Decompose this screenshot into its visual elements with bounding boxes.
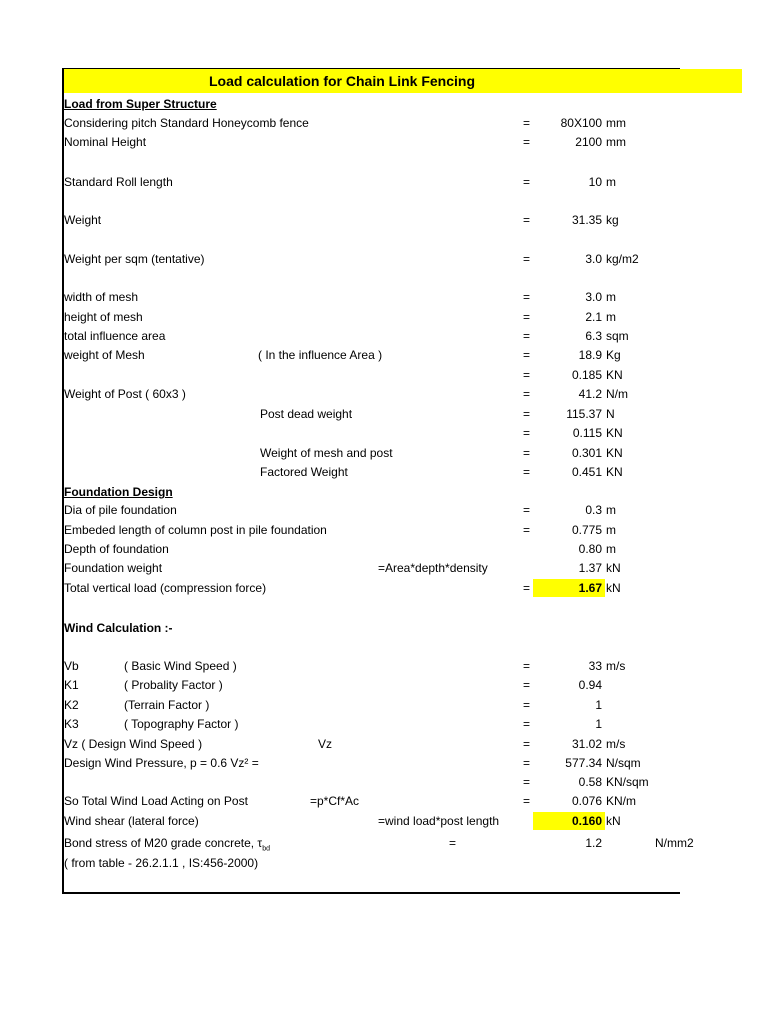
row-note: =Area*depth*density xyxy=(378,561,488,575)
row-value: 1 xyxy=(595,698,602,712)
row-unit: KN/m xyxy=(606,794,636,808)
row-value: 31.35 xyxy=(571,213,602,227)
row-label: Weight of Post ( 60x3 ) xyxy=(64,387,186,401)
row-unit: mm xyxy=(606,135,626,149)
subscript-bd: bd xyxy=(262,845,270,853)
equals-sign: = xyxy=(523,310,531,324)
row-unit: kg xyxy=(606,213,619,227)
row-unit: kN xyxy=(606,581,621,595)
row-value: 0.115 xyxy=(572,426,602,440)
equals-sign: = xyxy=(523,290,531,304)
row-label: K2 xyxy=(64,698,79,712)
row-label: Factored Weight xyxy=(260,465,348,479)
row-value: 2100 xyxy=(575,135,602,149)
row-label: Foundation weight xyxy=(64,561,163,575)
row-note: ( Topography Factor ) xyxy=(124,717,239,731)
row-label: Wind shear (lateral force) xyxy=(64,814,199,828)
row-value: 0.160 xyxy=(571,814,602,828)
row-unit: sqm xyxy=(606,329,629,343)
equals-sign: = xyxy=(523,446,531,460)
equals-sign: = xyxy=(523,659,531,673)
row-label: Dia of pile foundation xyxy=(64,503,177,517)
row-value: 577.34 xyxy=(565,756,602,770)
row-unit: N/m xyxy=(606,387,628,401)
row-unit: m xyxy=(606,503,616,517)
equals-sign: = xyxy=(523,213,531,227)
row-value: 33 xyxy=(588,659,602,673)
row-unit: N/mm2 xyxy=(655,836,694,850)
row-value: 1.2 xyxy=(585,836,602,850)
row-value: 0.58 xyxy=(578,775,602,789)
row-label: Embeded length of column post in pile foundation xyxy=(64,523,327,537)
row-label: total influence area xyxy=(64,329,166,343)
row-unit: m xyxy=(606,175,616,189)
equals-sign: = xyxy=(523,175,531,189)
row-value: 1 xyxy=(595,717,602,731)
row-label: Total vertical load (compression force) xyxy=(64,581,267,595)
row-value: 0.3 xyxy=(585,503,602,517)
row-value: 0.94 xyxy=(578,678,602,692)
section-foundation-design: Foundation Design xyxy=(64,485,173,499)
row-unit: m/s xyxy=(606,659,626,673)
equals-sign: = xyxy=(449,836,457,850)
row-note: =wind load*post length xyxy=(378,814,500,828)
row-label: weight of Mesh xyxy=(64,348,145,362)
row-value: 3.0 xyxy=(585,290,602,304)
row-unit: kN xyxy=(606,561,621,575)
equals-sign: = xyxy=(523,775,531,789)
row-value: 18.9 xyxy=(578,348,602,362)
row-note: Vz xyxy=(318,737,333,751)
row-label: K3 xyxy=(64,717,79,731)
row-value: 80X100 xyxy=(560,116,602,130)
equals-sign: = xyxy=(523,523,531,537)
equals-sign: = xyxy=(523,794,531,808)
row-unit: KN xyxy=(606,465,623,479)
row-note: ( Probality Factor ) xyxy=(124,678,223,692)
row-label: Weight per sqm (tentative) xyxy=(64,252,205,266)
row-value: 3.0 xyxy=(585,252,602,266)
row-value: 1.67 xyxy=(578,581,602,595)
equals-sign: = xyxy=(523,368,531,382)
row-note: (Terrain Factor ) xyxy=(124,698,210,712)
row-label: Bond stress of M20 grade concrete, $\tau_{bd}$ xyxy=(64,836,270,853)
row-label: So Total Wind Load Acting on Post xyxy=(64,794,248,808)
equals-sign: = xyxy=(523,135,531,149)
equals-sign: = xyxy=(523,387,531,401)
row-value: 41.2 xyxy=(578,387,602,401)
sheet-title: Load calculation for Chain Link Fencing xyxy=(208,73,476,89)
equals-sign: = xyxy=(523,329,531,343)
row-unit: mm xyxy=(606,116,626,130)
row-value: 115.37 xyxy=(566,407,602,421)
equals-sign: = xyxy=(523,717,531,731)
row-label: height of mesh xyxy=(64,310,143,324)
row-label: Considering pitch Standard Honeycomb fence xyxy=(64,116,309,130)
equals-sign: = xyxy=(523,581,531,595)
row-value: 0.301 xyxy=(571,446,602,460)
row-label: Weight of mesh and post xyxy=(260,446,393,460)
row-value: 1.37 xyxy=(578,561,602,575)
row-label: Post dead weight xyxy=(260,407,353,421)
equals-sign: = xyxy=(523,252,531,266)
equals-sign: = xyxy=(523,698,531,712)
row-unit: KN xyxy=(606,426,623,440)
row-unit: m xyxy=(606,310,616,324)
row-unit: KN/sqm xyxy=(606,775,649,789)
row-label: Design Wind Pressure, p = 0.6 Vz² = xyxy=(64,756,259,770)
row-note: =p*Cf*Ac xyxy=(310,794,360,808)
row-note: ( Basic Wind Speed ) xyxy=(124,659,237,673)
row-value: 6.3 xyxy=(585,329,602,343)
row-unit: Kg xyxy=(606,348,621,362)
row-label: Vz ( Design Wind Speed ) xyxy=(64,737,203,751)
row-unit: m xyxy=(606,542,616,556)
row-unit: N xyxy=(606,407,615,421)
row-value: 31.02 xyxy=(571,737,602,751)
section-super-structure: Load from Super Structure xyxy=(64,97,217,111)
row-unit: kg/m2 xyxy=(606,252,639,266)
row-value: 10 xyxy=(588,175,602,189)
row-unit: m xyxy=(606,523,616,537)
row-unit: KN xyxy=(606,368,623,382)
equals-sign: = xyxy=(523,348,531,362)
row-unit: m/s xyxy=(606,737,626,751)
equals-sign: = xyxy=(523,465,531,479)
row-label: width of mesh xyxy=(64,290,139,304)
row-label: Weight xyxy=(64,213,102,227)
row-value: 0.80 xyxy=(578,542,602,556)
row-unit: m xyxy=(606,290,616,304)
row-label: Depth of foundation xyxy=(64,542,169,556)
equals-sign: = xyxy=(523,503,531,517)
row-label: Standard Roll length xyxy=(64,175,173,189)
row-label: K1 xyxy=(64,678,79,692)
row-label: Nominal Height xyxy=(64,135,147,149)
equals-sign: = xyxy=(523,678,531,692)
equals-sign: = xyxy=(523,756,531,770)
row-value: 0.451 xyxy=(571,465,602,479)
row-unit: KN xyxy=(606,446,623,460)
row-value: 2.1 xyxy=(585,310,602,324)
equals-sign: = xyxy=(523,116,531,130)
row-value: 0.185 xyxy=(571,368,602,382)
row-unit: N/sqm xyxy=(606,756,641,770)
row-note: ( In the influence Area ) xyxy=(258,348,383,362)
row-label: Vb xyxy=(64,659,79,673)
section-wind-calculation: Wind Calculation :- xyxy=(64,621,173,635)
equals-sign: = xyxy=(523,737,531,751)
equals-sign: = xyxy=(523,426,531,440)
row-label: ( from table - 26.2.1.1 , IS:456-2000) xyxy=(64,856,259,870)
row-value: 0.775 xyxy=(571,523,602,537)
row-unit: kN xyxy=(606,814,621,828)
row-value: 0.076 xyxy=(571,794,602,808)
equals-sign: = xyxy=(523,407,531,421)
